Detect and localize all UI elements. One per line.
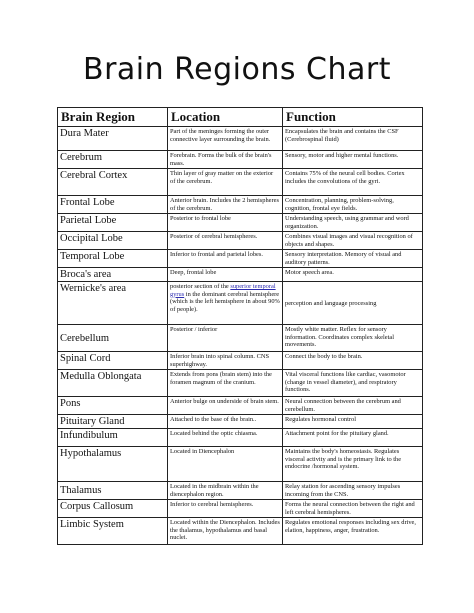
table-row [58,151,423,169]
table-row [58,352,423,370]
location-cell: Inferior to cerebral hemispheres. [168,500,283,518]
region-cell: Corpus Callosum [58,500,168,518]
location-cell: Thin layer of gray matter on the exterior of the cerebrum. [168,169,283,196]
function-cell: Motor speech area. [283,268,423,282]
region-cell: Medulla Oblongata [58,370,168,397]
location-cell [168,282,283,325]
function-cell: Forms the neural connection between the right and left cerebral hemispheres. [283,500,423,518]
function-cell: Concentration, planning, problem-solving, cognition, frontal eye fields. [283,196,423,214]
region-cell: Temporal Lobe [58,250,168,268]
location-cell: Located in Diencephalon [168,447,283,482]
header-function: Function [283,108,423,127]
function-cell: Maintains the body's homeostasis. Regulates visceral activity and is the primary link to the endocrine /hormonal system. [283,447,423,482]
table-row [58,127,423,151]
function-cell: Understanding speech, using grammar and word organization. [283,214,423,232]
region-cell: Cerebral Cortex [58,169,168,196]
table-header-row [58,108,423,127]
location-cell: Inferior brain into spinal column. CNS superhighway. [168,352,283,370]
table-row [58,325,423,352]
region-cell: Frontal Lobe [58,196,168,214]
location-cell: Part of the meninges forming the outer connective layer surrounding the brain. [168,127,283,151]
location-cell: Located within the Diencephalon. Includes the thalamus, hypothalamus and basal nuclei. [168,518,283,545]
location-cell: Posterior to frontal lobe [168,214,283,232]
region-cell: Wernicke's area [58,282,168,325]
brain-regions-table [57,107,423,545]
function-cell: Attachment point for the pituitary gland. [283,429,423,447]
region-cell: Pituitary Gland [58,415,168,429]
location-cell: Located in the midbrain within the diencephalon region. [168,482,283,500]
function-cell: Contains 75% of the neural cell bodies. Cortex includes the convolutions of the gyri. [283,169,423,196]
function-cell: Neural connection between the cerebrum and cerebellum. [283,397,423,415]
table-row [58,415,423,429]
header-brain-region: Brain Region [58,108,168,127]
location-cell: Inferior to frontal and parietal lobes. [168,250,283,268]
table-row [58,282,423,325]
function-cell: perception and language processing [283,282,423,325]
region-cell: Dura Mater [58,127,168,151]
location-cell: Attached to the base of the brain.. [168,415,283,429]
location-cell: Forebrain. Forms the bulk of the brain's mass. [168,151,283,169]
region-cell: Limbic System [58,518,168,545]
table-row [58,169,423,196]
location-cell: Anterior brain. Includes the 2 hemispheres of the cerebrum. [168,196,283,214]
table-row [58,482,423,500]
function-cell: Vital visceral functions like cardiac, vasomotor (change in vessel diameter), and respiratory functions. [283,370,423,397]
location-cell: Extends from pons (brain stem) into the foramen magnum of the cranium. [168,370,283,397]
region-cell: Infundibulum [58,429,168,447]
function-cell: Regulates emotional responses including sex drive, elation, happiness, anger, frustration. [283,518,423,545]
region-cell: Broca's area [58,268,168,282]
table-row [58,397,423,415]
location-text-pre: posterior section of the [170,283,231,290]
function-cell: Connect the body to the brain. [283,352,423,370]
table-row [58,370,423,397]
function-cell: Combines visual images and visual recognition of objects and shapes. [283,232,423,250]
location-cell: Posterior / inferior [168,325,283,352]
table-row [58,447,423,482]
region-cell: Cerebrum [58,151,168,169]
table-row [58,196,423,214]
location-cell: Anterior bulge on underside of brain stem. [168,397,283,415]
header-location: Location [168,108,283,127]
location-text-post: in the dominant cerebral hemisphere (which is the left hemisphere in about 90% of people). [170,290,280,314]
region-cell: Parietal Lobe [58,214,168,232]
function-cell: Encapsulates the brain and contains the CSF (Cerebrospinal fluid) [283,127,423,151]
region-cell: Hypothalamus [58,447,168,482]
region-cell: Occipital Lobe [58,232,168,250]
table-row [58,518,423,545]
region-cell: Cerebellum [58,325,168,352]
function-cell: Regulates hormonal control [283,415,423,429]
table-row [58,214,423,232]
location-cell: Deep, frontal lobe [168,268,283,282]
table-row [58,268,423,282]
chart-title: Brain Regions Chart [83,52,391,87]
region-cell: Spinal Cord [58,352,168,370]
function-cell: Sensory, motor and higher mental functions. [283,151,423,169]
table-row [58,250,423,268]
function-cell: Sensory interpretation. Memory of visual and auditory patterns. [283,250,423,268]
region-cell: Thalamus [58,482,168,500]
superior-temporal-gyrus-link[interactable]: superior temporal gyrus [170,283,276,298]
function-cell: Mostly white matter. Reflex for sensory information. Coordinates complex skeletal movements. [283,325,423,352]
table-row [58,232,423,250]
location-cell: Posterior of cerebral hemispheres. [168,232,283,250]
table-row [58,500,423,518]
table-row [58,429,423,447]
region-cell: Pons [58,397,168,415]
function-cell: Relay station for ascending sensory impulses incoming from the CNS. [283,482,423,500]
location-cell: Located behind the optic chiasma. [168,429,283,447]
